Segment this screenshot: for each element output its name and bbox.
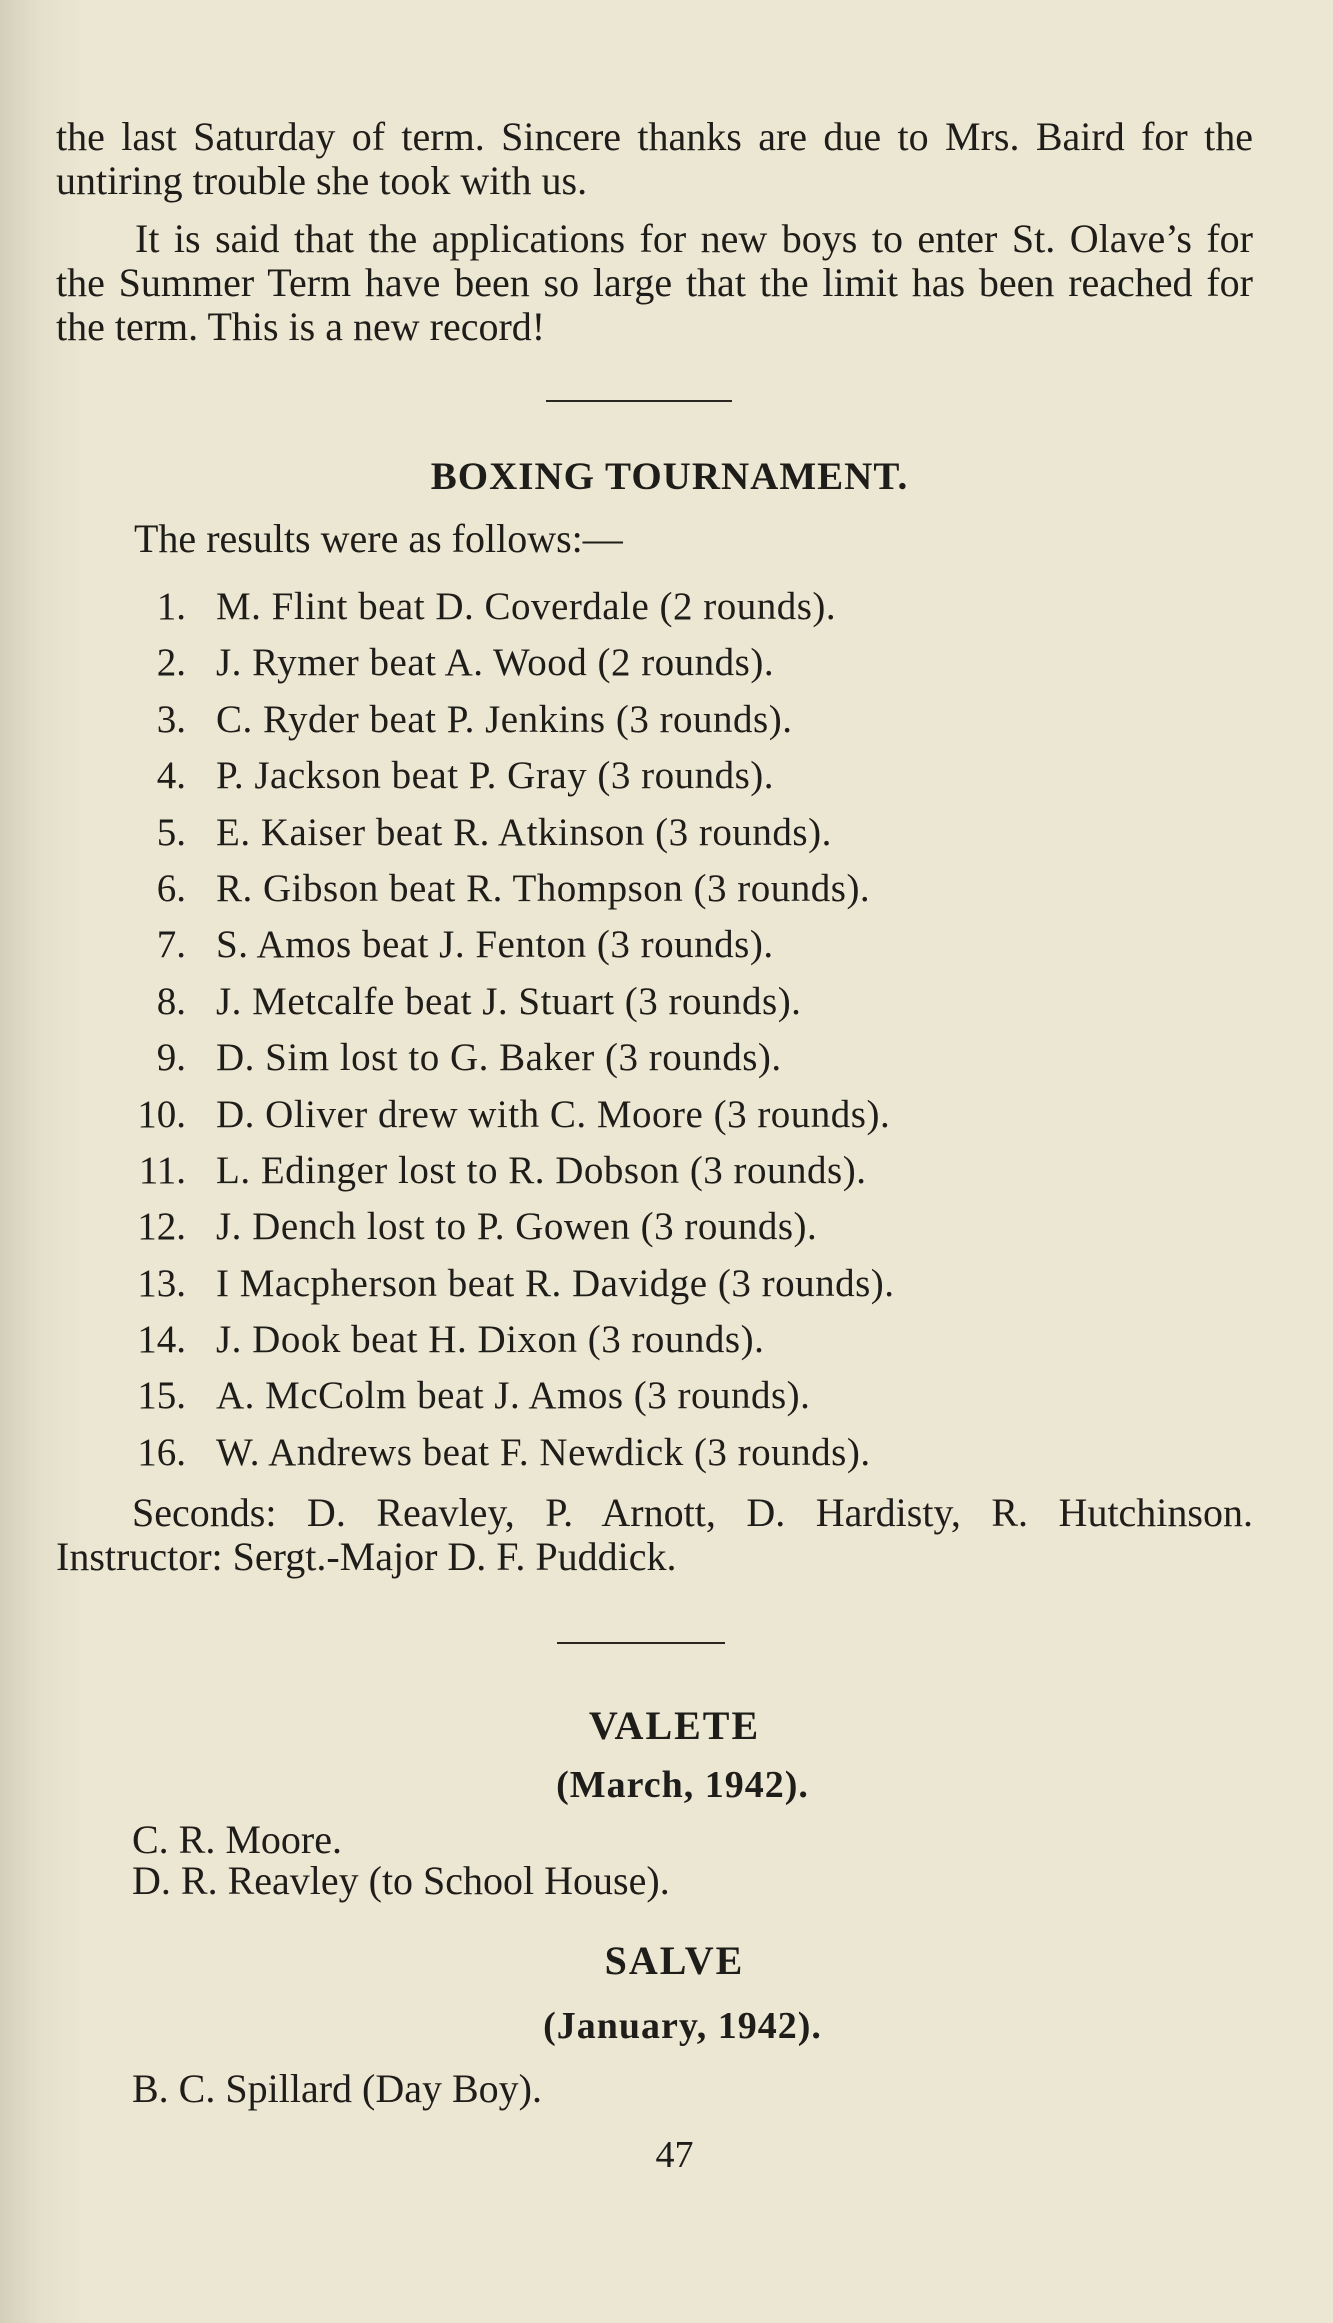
- result-number: 13.: [137, 1261, 186, 1305]
- result-text: J. Dook beat H. Dixon (3 rounds).: [216, 1318, 765, 1362]
- section-divider: [546, 400, 732, 402]
- result-number: 16.: [137, 1430, 186, 1474]
- result-item: [56, 1425, 1253, 1481]
- result-number: 6.: [156, 866, 186, 910]
- result-text: J. Metcalfe beat J. Stuart (3 rounds).: [216, 979, 802, 1023]
- result-item: [56, 1312, 1253, 1368]
- result-number: 2.: [156, 641, 186, 685]
- result-number: 8.: [156, 979, 186, 1023]
- result-item: [56, 579, 1253, 635]
- result-item: [56, 635, 1253, 691]
- result-item: [56, 692, 1253, 748]
- result-item: [56, 748, 1253, 804]
- result-text: A. McColm beat J. Amos (3 rounds).: [216, 1374, 811, 1418]
- result-number: 12.: [137, 1205, 186, 1249]
- result-number: 7.: [156, 923, 186, 967]
- boxing-intro: The results were as follows:—: [134, 516, 623, 561]
- valete-names: [132, 1817, 1253, 1904]
- name-item: C. R. Moore.: [132, 1817, 342, 1863]
- valete-date: (March, 1942).: [556, 1764, 809, 1807]
- result-item: [56, 861, 1253, 917]
- result-text: J. Rymer beat A. Wood (2 rounds).: [216, 641, 775, 685]
- result-text: S. Amos beat J. Fenton (3 rounds).: [216, 923, 774, 967]
- boxing-results-list: [56, 579, 1253, 1481]
- result-text: W. Andrews beat F. Newdick (3 rounds).: [216, 1430, 871, 1474]
- result-number: 1.: [156, 585, 186, 628]
- result-text: D. Sim lost to G. Baker (3 rounds).: [216, 1036, 782, 1080]
- result-item: [56, 1143, 1253, 1199]
- result-text: P. Jackson beat P. Gray (3 rounds).: [216, 754, 775, 798]
- salve-names: [132, 2066, 1253, 2112]
- result-text: M. Flint beat D. Coverdale (2 rounds).: [216, 585, 837, 628]
- section-divider: [557, 1642, 725, 1644]
- result-text: L. Edinger lost to R. Dobson (3 rounds).: [216, 1148, 867, 1192]
- page-number: 47: [655, 2134, 694, 2177]
- result-item: [56, 1199, 1253, 1255]
- result-text: I Macpherson beat R. Davidge (3 rounds).: [216, 1261, 895, 1305]
- result-text: R. Gibson beat R. Thompson (3 rounds).: [216, 866, 871, 910]
- result-number: 15.: [137, 1374, 186, 1418]
- result-text: E. Kaiser beat R. Atkinson (3 rounds).: [216, 810, 832, 854]
- result-item: [56, 1256, 1253, 1312]
- paragraph-applications: It is said that the applications for new boys to enter St. Olave’s for the Summer Term have been so large that the limit has been reached for the term. This is a new record!: [56, 216, 1253, 349]
- seconds-paragraph: Seconds: D. Reavley, P. Arnott, D. Hardisty, R. Hutchinson. Instructor: Sergt.-Major D. F. Puddick.: [56, 1490, 1253, 1580]
- salve-date: (January, 1942).: [543, 2005, 822, 2048]
- result-text: D. Oliver drew with C. Moore (3 rounds).: [216, 1092, 891, 1136]
- result-text: C. Ryder beat P. Jenkins (3 rounds).: [216, 697, 793, 741]
- result-text: J. Dench lost to P. Gowen (3 rounds).: [216, 1205, 818, 1249]
- result-number: 5.: [156, 810, 186, 854]
- result-item: [56, 917, 1253, 973]
- result-number: 9.: [156, 1036, 186, 1080]
- result-number: 10.: [137, 1092, 186, 1136]
- result-number: 11.: [138, 1148, 186, 1192]
- result-item: [56, 1368, 1253, 1424]
- result-item: [56, 1030, 1253, 1086]
- result-item: [56, 1087, 1253, 1143]
- result-number: 3.: [156, 697, 186, 741]
- result-number: 4.: [156, 754, 186, 798]
- paragraph-thanks: the last Saturday of term. Sincere thanks are due to Mrs. Baird for the untiring trouble she took with us.: [56, 114, 1253, 203]
- name-item: D. R. Reavley (to School House).: [132, 1858, 670, 1904]
- valete-heading: VALETE: [588, 1703, 761, 1749]
- name-item: B. C. Spillard (Day Boy).: [132, 2066, 542, 2112]
- boxing-heading: BOXING TOURNAMENT.: [430, 455, 909, 498]
- result-number: 14.: [137, 1318, 186, 1362]
- result-item: [56, 805, 1253, 861]
- result-item: [56, 974, 1253, 1030]
- salve-heading: SALVE: [604, 1938, 745, 1984]
